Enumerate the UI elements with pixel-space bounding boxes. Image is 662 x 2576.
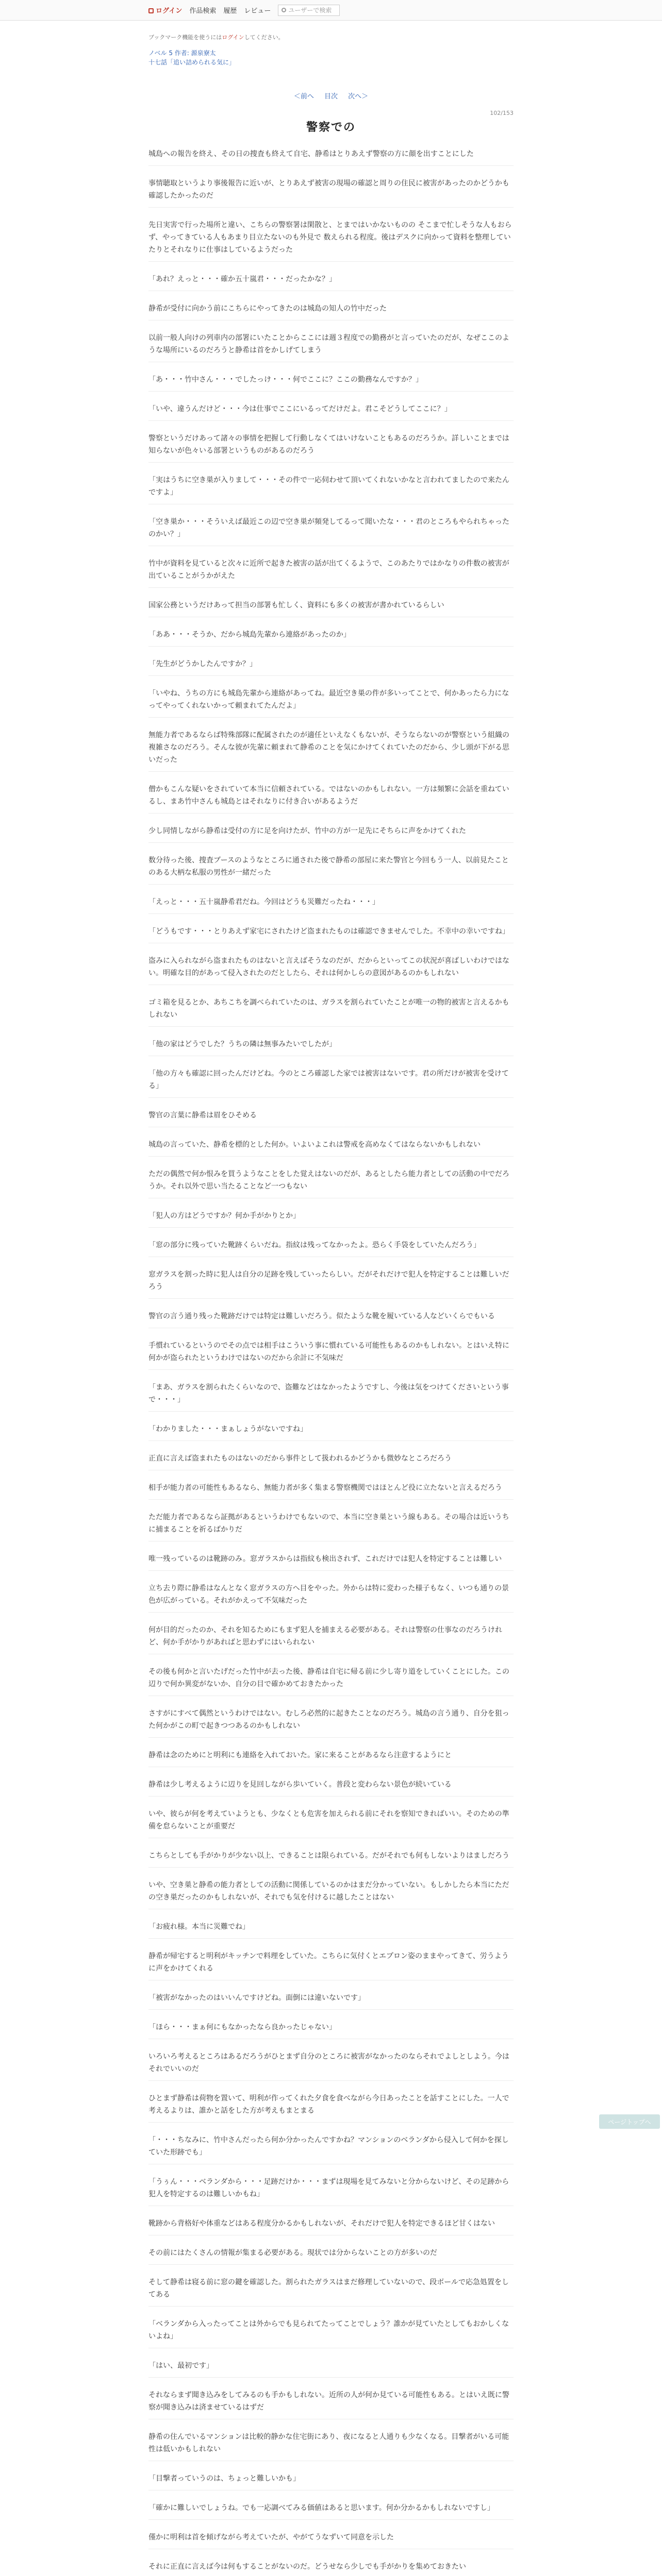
- paragraph: 「どうもです・・・とりあえず家宅にされたけど盗まれたものは確認できませんでした。不幸中の幸いですね」: [148, 925, 514, 943]
- nav-history[interactable]: 履歴: [223, 7, 237, 15]
- paragraph: 「先生がどうかしたんですか？」: [148, 658, 514, 676]
- paragraph: 手慣れているというのでその点では相手はこういう事に慣れている可能性もあるのかもしれない。とはいえ特に何かが盗られたというわけではないのだから余計に不気味だ: [148, 1340, 514, 1370]
- paragraph: 「うぅん・・・ベランダから・・・足跡だけか・・・まずは現場を見てみないと分からないけど、その足跡から犯人を特定するのは難しいかもね」: [148, 2176, 514, 2206]
- paragraph: 事情聴取というより事後報告に近いが、とりあえず被害の現場の確認と周りの住民に被害があったのかどうかも確認したかったのだ: [148, 177, 514, 208]
- novel-meta: [148, 48, 514, 67]
- paragraph: ゴミ箱を見るとか、あちこちを調べられていたのは、ガラスを割られていたことが唯一の物的被害と言えるかもしれない: [148, 996, 514, 1027]
- login-icon: [148, 8, 154, 13]
- user-search-input[interactable]: [278, 5, 340, 16]
- paragraph: 窓ガラスを割った時に犯人は自分の足跡を残していったらしい。だがそれだけで犯人を特定することは難しいだろう: [148, 1268, 514, 1299]
- paragraph: 「目撃者っていうのは、ちょっと難しいかも」: [148, 2472, 514, 2490]
- paragraph: 「実はうちに空き巣が入りまして・・・その件で一応伺わせて頂いてくれないかなと言われてましたので来たんですよ」: [148, 474, 514, 504]
- paragraph: 「犯人の方はどうですか？何か手がかりとか」: [148, 1210, 514, 1228]
- paragraph: 警官の言う通り残った靴跡だけでは特定は難しいだろう。似たような靴を履いている人などいくらでもいる: [148, 1310, 514, 1328]
- notice-text-end: してください。: [244, 34, 284, 41]
- page-top-button[interactable]: ページトップへ: [599, 2114, 660, 2129]
- top-nav-bar: [0, 0, 662, 21]
- paragraph: いろいろ考えるところはあるだろうがひとまず自分のところに被害がなかったのならそれでよしとしよう。今はそれでいいのだ: [148, 2050, 514, 2081]
- paragraph: 警官の言葉に静希は眉をひそめる: [148, 1109, 514, 1127]
- paragraph: 城島の言っていた、静希を標的とした何か。いよいよこれは警戒を高めなくてはならないかもしれない: [148, 1139, 514, 1157]
- pager: [148, 91, 514, 100]
- paragraph: 「わかりました・・・まぁしょうがないですね」: [148, 1423, 514, 1441]
- paragraph: 「ほら・・・まぁ何にもなかったなら良かったじゃない」: [148, 2021, 514, 2039]
- paragraph: 城島への報告を終え、その日の捜査も終えて自宅、静希はとりあえず警察の方に顔を出すことにした: [148, 148, 514, 166]
- paragraph: 「他の方々も確認に回ったんだけどね。今のところ確認した家では被害はないです。君の所だけが被害を受けてる」: [148, 1067, 514, 1098]
- paragraph: 少し同情しながら静希は受付の方に足を向けたが、竹中の方が一足先にそちらに声をかけてくれた: [148, 825, 514, 843]
- paragraph: 静希が帰宅すると明利がキッチンで料理をしていた。こちらに気付くとエプロン姿のままやってきて、労うように声をかけてくれる: [148, 1950, 514, 1980]
- paragraph: さすがにすべて偶然というわけではない。むしろ必然的に起きたことなのだろう。城島の言う通り、自分を狙った何かがこの町で起きつつあるのかもしれない: [148, 1707, 514, 1738]
- paragraph: 静希が受付に向かう前にこちらにやってきたのは城島の知人の竹中だった: [148, 302, 514, 320]
- paragraph: 「えっと・・・五十嵐静希君だね。今回はどうも災難だったね・・・」: [148, 896, 514, 914]
- paragraph: 静希は念のためにと明利にも連絡を入れておいた。家に来ることがあるなら注意するようにと: [148, 1749, 514, 1767]
- paragraph: それに正直に言えば今は何もすることがないのだ。どうせなら少しでも手がかりを集めておきたい: [148, 2561, 514, 2576]
- author-line[interactable]: ノベル 5 作者: 源泉寮太: [148, 49, 216, 57]
- paragraph: 「被害がなかったのはいいんですけどね。面倒には違いないです」: [148, 1992, 514, 2010]
- paragraph: 「あ・・・竹中さん・・・でしたっけ・・・何でここに？ここの勤務なんですか？」: [148, 374, 514, 392]
- paragraph: 静希の住んでいるマンションは比較的静かな住宅街にあり、夜になると人通りも少なくなる。目撃者がいる可能性は低いかもしれない: [148, 2431, 514, 2461]
- paragraph: 「いや、違うんだけど・・・今は仕事でここにいるってだけだよ。君こそどうしてここに？」: [148, 403, 514, 421]
- nav-search-works[interactable]: 作品検索: [189, 7, 217, 15]
- paragraph: 立ち去り際に静希はなんとなく窓ガラスの方へ目をやった。外からは特に変わった様子もなく、いつも通りの景色が広がっている。それがかえって不気味だった: [148, 1582, 514, 1613]
- toc-link[interactable]: 目次: [324, 93, 338, 100]
- page-number: 102/153: [490, 110, 514, 116]
- search-placeholder: ユーザーで検索: [288, 7, 332, 14]
- paragraph: 以前一般人向けの列車内の部署にいたことからここには週３程度での勤務がと言っていたのだが、なぜここのような場所にいるのだろうと静希は首をかしげてしまう: [148, 332, 514, 362]
- login-link[interactable]: [148, 5, 182, 15]
- paragraph: 竹中が資料を見ていると次々に近所で起きた被害の話が出てくるようで、このあたりではかなりの件数の被害が出ていることがうかがえた: [148, 557, 514, 588]
- login-label: ログイン: [156, 7, 183, 15]
- paragraph: 「他の家はどうでした？うちの隣は無事みたいでしたが」: [148, 1038, 514, 1056]
- notice-login-link[interactable]: ログイン: [222, 34, 244, 41]
- paragraph: 何が目的だったのか、それを知るためにもまず犯人を捕まえる必要がある。それは警察の仕事なのだろうけれど、何か手がかりがあればと思わずにはいられない: [148, 1624, 514, 1654]
- paragraph: 数分待った後、捜査ブースのようなところに通された後で静希の部屋に来た警官と今回もう一人、以前見たことのある大柄な私服の男性が一緒だった: [148, 854, 514, 885]
- paragraph: 無能力者であるならば特殊部隊に配属されたのが適任といえなくもないが、そうならないのが警察という組織の複雑さなのだろう。そんな彼が先輩に頼まれて静希のことを気にかけてくれていたのだから、少し頭が下がる思いだった: [148, 729, 514, 772]
- paragraph: 国家公務というだけあって担当の部署も忙しく、資料にも多くの被害が書かれているらしい: [148, 599, 514, 617]
- paragraph: 靴跡から背格好や体重などはある程度分かるかもしれないが、それだけで犯人を特定できるほど甘くはない: [148, 2217, 514, 2235]
- search-icon: [282, 8, 286, 12]
- paragraph: 「いやね、うちの方にも城島先輩から連絡があってね。最近空き巣の件が多いってことで、何かあったら力になってやってくれないかって頼まれてたんだよ」: [148, 687, 514, 718]
- paragraph: こちらとしても手がかりが少ない以上、できることは限られている。だがそれでも何もしないよりはましだろう: [148, 1850, 514, 1868]
- paragraph: いや、彼らが何を考えていようとも、少なくとも危害を加えられる前にそれを察知できればいい。そのための準備を怠らないことが重要だ: [148, 1808, 514, 1838]
- bookmark-notice: [148, 33, 514, 41]
- paragraph: 盗みに入られながら盗まれたものはないと言えばそうなのだが、だからといってこの状況が喜ばしいわけではない。明確な目的があって侵入されたのだとしたら、それは何かしらの意図があるのかもしれない: [148, 955, 514, 985]
- paragraph: 「あれ？えっと・・・確か五十嵐君・・・だったかな？」: [148, 273, 514, 291]
- chapter-title: 警察での: [306, 121, 356, 134]
- paragraph: 先日実害で行った場所と違い、こちらの警察署は閑散と、とまではいかないものの そこまで忙しそうな人もおらず、やってきている人もあまり目立たないのも外見で 数えられる程度。後はデスクに向かって資料を整理していたりとそれなりに仕事はしているようだった: [148, 219, 514, 262]
- paragraph: 唯一残っているのは靴跡のみ。窓ガラスからは指紋も検出されず、これだけでは犯人を特定することは難しい: [148, 1553, 514, 1571]
- paragraph: 相手が能力者の可能性もあるなら、無能力者が多く集まる警察機関ではほとんど役に立たないと言えるだろう: [148, 1482, 514, 1500]
- paragraph: 「・・・ちなみに、竹中さんだったら何か分かったんですかね？マンションのベランダから侵入して何かを探していた形跡でも」: [148, 2134, 514, 2164]
- next-link[interactable]: 次へ＞: [348, 93, 369, 100]
- notice-text: ブックマーク機能を使うには: [148, 34, 222, 41]
- paragraph: それならまず聞き込みをしてみるのも手かもしれない。近所の人が何か見ている可能性もある。とはいえ既に警察が聞き込みは済ませているはずだ: [148, 2389, 514, 2419]
- paragraph: 「空き巣か・・・そういえば最近この辺で空き巣が頻発してるって聞いたな・・・君のところもやられちゃったのかい？」: [148, 516, 514, 546]
- paragraph: ただ能力者であるなら証拠があるというわけでもないので、本当に空き巣という線もある。その場合は近いうちに捕まることを祈るばかりだ: [148, 1511, 514, 1541]
- paragraph: 静希は少し考えるように辺りを見回しながら歩いていく。普段と変わらない景色が続いている: [148, 1778, 514, 1797]
- paragraph: 「窓の部分に残っていた靴跡くらいだね。指紋は残ってなかったよ。恐らく手袋をしていたんだろう」: [148, 1239, 514, 1257]
- novel-body: [148, 148, 514, 2576]
- paragraph: 「ベランダから入ったってことは外からでも見られてたってことでしょう？誰かが見ていたとしてもおかしくないよね」: [148, 2318, 514, 2348]
- paragraph: 警察というだけあって諸々の事情を把握して行動しなくてはいけないこともあるのだろうか。詳しいことまでは知らないが色々いる部署というものがあるのだろう: [148, 432, 514, 463]
- paragraph: ひとまず静希は荷物を置いて、明利が作ってくれた夕食を食べながら今日あったことを話すことにした。一人で考えるよりは、誰かと話をした方が考えもまとまる: [148, 2092, 514, 2123]
- novel-content: [148, 33, 514, 2576]
- paragraph: 「まあ、ガラスを割られたくらいなので、盗難などはなかったようですし、今後は気をつけてくださいという事で・・・」: [148, 1381, 514, 1412]
- paragraph: その前にはたくさんの情報が集まる必要がある。現状では分からないことの方が多いのだ: [148, 2247, 514, 2265]
- paragraph: 僧かもこんな疑いをされていて本当に信頼されている。ではないのかもしれない。一方は頻繁に会話を重ねているし、まあ竹中さんも城島とはそれなりに付き合いがあるようだ: [148, 783, 514, 814]
- prev-link[interactable]: ＜前へ: [293, 93, 314, 100]
- paragraph: 「はい、最初です」: [148, 2360, 514, 2378]
- paragraph: その後も何かと言いたげだった竹中が去った後、静希は自宅に帰る前に少し寄り道をしていくことにした。この辺りで何か異変がないか、自分の目で確かめておきたかった: [148, 1666, 514, 1696]
- paragraph: ただの偶然で何か恨みを買うようなことをした覚えはないのだが、あるとしたら能力者としての活動の中でだろうか。それ以外で思い当たることなど一つもない: [148, 1168, 514, 1198]
- paragraph: 正直に言えば盗まれたものはないのだから事件として扱われるかどうかも微妙なところだろう: [148, 1452, 514, 1470]
- paragraph: 「ああ・・・そうか、だから城島先輩から連絡があったのか」: [148, 629, 514, 647]
- paragraph: 「お疲れ様。本当に災難でね」: [148, 1921, 514, 1939]
- chapter-line[interactable]: 十七話「追い詰められる気に」: [148, 59, 236, 66]
- nav-review[interactable]: レビュー: [244, 7, 271, 15]
- paragraph: 「確かに難しいでしょうね。でも一応調べてみる価値はあると思います。何か分かるかもしれないですし」: [148, 2502, 514, 2520]
- paragraph: いや、空き巣と静希の能力者としての活動に関係しているのかはまだ分かっていない。もしかしたら本当にただの空き巣だったのかもしれないが、それでも気を付けるに越したことはない: [148, 1879, 514, 1909]
- paragraph: 僅かに明利は首を傾げながら考えていたが、やがてうなずいて同意を示した: [148, 2531, 514, 2549]
- paragraph: そして静希は寝る前に窓の鍵を確認した。割られたガラスはまだ修理していないので、段ボールで応急処置をしてある: [148, 2276, 514, 2307]
